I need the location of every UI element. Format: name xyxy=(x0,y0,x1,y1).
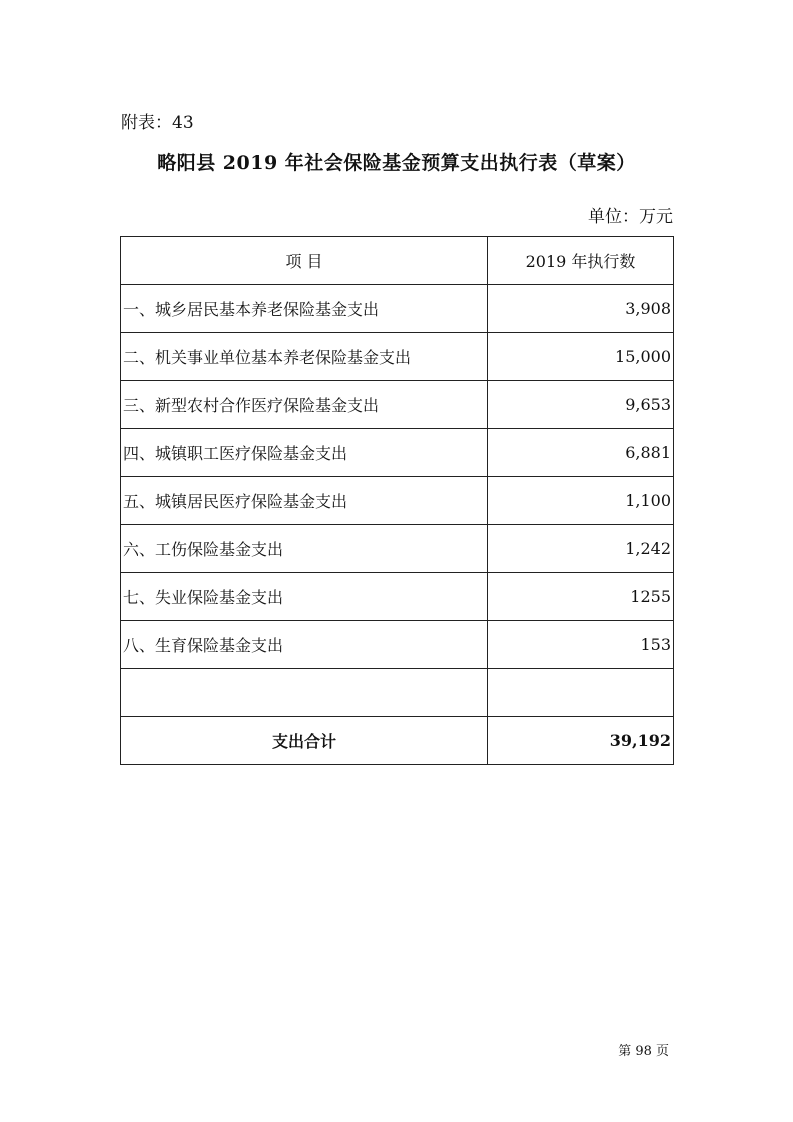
row-value: 1,100 xyxy=(488,477,674,525)
table-row xyxy=(121,477,674,525)
budget-table xyxy=(120,236,674,765)
column-header-value: 2019 年执行数 xyxy=(488,237,674,285)
row-label: 八、生育保险基金支出 xyxy=(121,621,488,669)
total-row xyxy=(121,717,674,765)
row-label: 一、城乡居民基本养老保险基金支出 xyxy=(121,285,488,333)
unit-label: 单位：万元 xyxy=(588,207,673,227)
total-label: 支出合计 xyxy=(121,717,488,765)
table-row xyxy=(121,573,674,621)
row-value: 1,242 xyxy=(488,525,674,573)
row-label: 三、新型农村合作医疗保险基金支出 xyxy=(121,381,488,429)
empty-cell xyxy=(488,669,674,717)
row-value: 15,000 xyxy=(488,333,674,381)
table-row xyxy=(121,429,674,477)
appendix-label: 附表：43 xyxy=(121,113,194,133)
column-header-item: 项 目 xyxy=(121,237,488,285)
row-value: 1255 xyxy=(488,573,674,621)
row-label: 五、城镇居民医疗保险基金支出 xyxy=(121,477,488,525)
row-value: 6,881 xyxy=(488,429,674,477)
row-value: 9,653 xyxy=(488,381,674,429)
table-row xyxy=(121,621,674,669)
table-header-row xyxy=(121,237,674,285)
table-row xyxy=(121,525,674,573)
row-label: 七、失业保险基金支出 xyxy=(121,573,488,621)
table-row-empty xyxy=(121,669,674,717)
table-row xyxy=(121,333,674,381)
page-number: 第 98 页 xyxy=(618,1044,669,1059)
row-value: 3,908 xyxy=(488,285,674,333)
row-label: 四、城镇职工医疗保险基金支出 xyxy=(121,429,488,477)
row-value: 153 xyxy=(488,621,674,669)
empty-cell xyxy=(121,669,488,717)
total-value: 39,192 xyxy=(488,717,674,765)
table-row xyxy=(121,285,674,333)
document-title: 略阳县 2019 年社会保险基金预算支出执行表（草案） xyxy=(157,152,636,174)
row-label: 六、工伤保险基金支出 xyxy=(121,525,488,573)
row-label: 二、机关事业单位基本养老保险基金支出 xyxy=(121,333,488,381)
table-row xyxy=(121,381,674,429)
